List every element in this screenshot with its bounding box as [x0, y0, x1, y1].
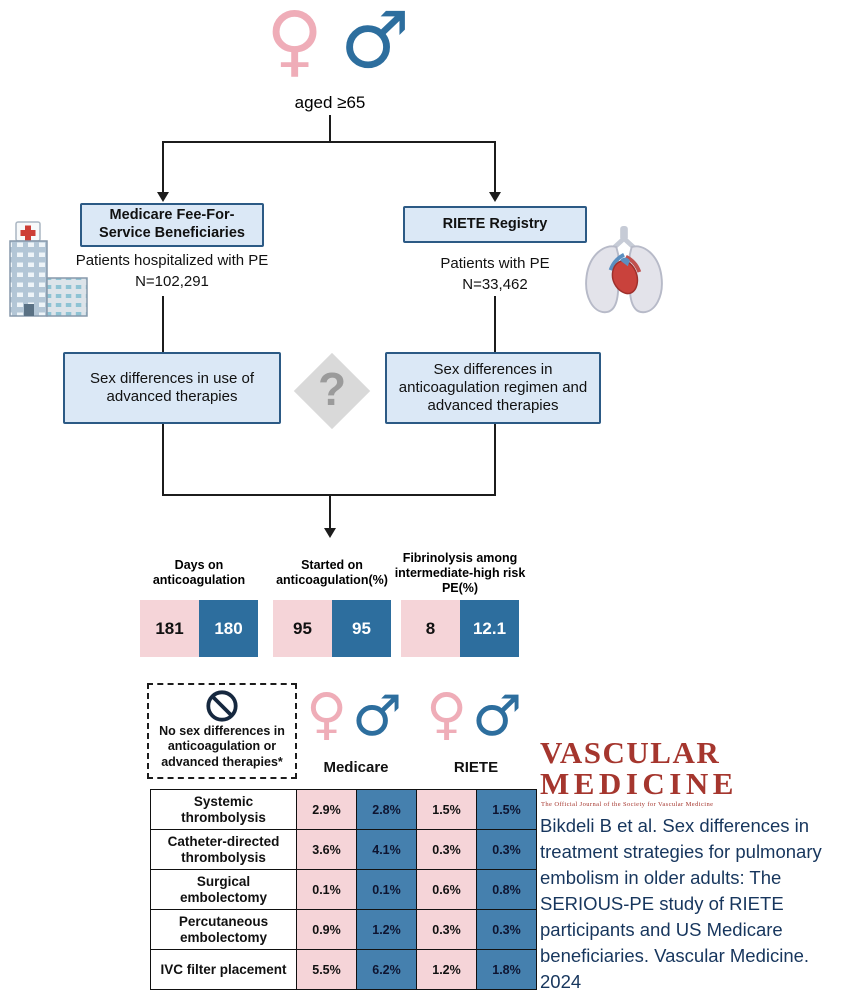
- citation-text: Bikdeli B et al. Sex differences in treatment strategies for pulmonary embolism in older adults: The SERIOUS-PE study of RIETE participants and US Medicare beneficiaries. Vascular Medicine. 2024: [540, 815, 822, 992]
- cell-riete-female: 0.6%: [417, 870, 477, 910]
- flow-connector: [329, 115, 331, 141]
- riete-cohort-box: [403, 206, 587, 243]
- riete-n-count: N=33,462: [462, 276, 528, 293]
- table-row: [151, 910, 537, 950]
- no-difference-note: No sex differences in anticoagulation or advanced therapies*: [159, 724, 285, 769]
- cell-medicare-female: 0.9%: [297, 910, 357, 950]
- cell-medicare-male: 1.2%: [357, 910, 417, 950]
- row-label: IVC filter placement: [151, 950, 297, 990]
- cell-riete-male: 1.8%: [477, 950, 537, 990]
- outcome-fibrinolysis-female: 8: [401, 600, 460, 657]
- cell-riete-female: 1.5%: [417, 790, 477, 830]
- medicare-n-count: N=102,291: [135, 273, 209, 290]
- male-icon: ♂: [472, 684, 523, 749]
- table-row: [151, 950, 537, 990]
- female-icon: ♀: [426, 682, 468, 747]
- cell-riete-male: 0.8%: [477, 870, 537, 910]
- group-label-riete: RIETE: [453, 759, 499, 776]
- medicare-caption: Patients hospitalized with PE: [75, 252, 269, 269]
- cell-riete-male: 0.3%: [477, 910, 537, 950]
- journal-logo-line1: VASCULAR: [540, 735, 721, 770]
- row-label: Catheter-directed thrombolysis: [151, 830, 297, 870]
- medicare-cohort-box: [80, 203, 264, 247]
- journal-tagline: The Official Journal of the Society for Vascular Medicine: [541, 801, 714, 808]
- cell-medicare-male: 2.8%: [357, 790, 417, 830]
- outcome-fibrinolysis-male: 12.1: [460, 600, 519, 657]
- flow-connector: [494, 141, 496, 192]
- cell-riete-female: 1.2%: [417, 950, 477, 990]
- cell-medicare-female: 2.9%: [297, 790, 357, 830]
- therapy-table: [150, 789, 537, 990]
- flow-connector: [162, 424, 164, 496]
- cell-riete-female: 0.3%: [417, 910, 477, 950]
- outcome-days-male: 180: [199, 600, 258, 657]
- group-label-medicare: Medicare: [323, 759, 389, 776]
- flow-connector: [494, 424, 496, 496]
- cell-medicare-female: 0.1%: [297, 870, 357, 910]
- cell-medicare-male: 4.1%: [357, 830, 417, 870]
- arrow-down-icon: [489, 192, 501, 202]
- cell-medicare-male: 0.1%: [357, 870, 417, 910]
- arrow-down-icon: [157, 192, 169, 202]
- riete-caption: Patients with PE: [440, 255, 550, 272]
- female-icon: ♀: [266, 0, 324, 86]
- age-label: aged ≥65: [294, 93, 366, 112]
- row-label: Percutaneous embolectomy: [151, 910, 297, 950]
- cell-medicare-female: 5.5%: [297, 950, 357, 990]
- arrow-down-icon: [324, 528, 336, 538]
- flow-connector: [162, 141, 164, 192]
- riete-cohort-label: RIETE Registry: [442, 215, 548, 232]
- no-difference-note-box: [147, 683, 297, 779]
- table-row: [151, 830, 537, 870]
- female-icon: ♀: [306, 682, 348, 747]
- table-row: [151, 870, 537, 910]
- outcome-header-fibrinolysis: Fibrinolysis among intermediate-high risk PE(%): [394, 551, 526, 595]
- lungs-icon: [576, 226, 672, 318]
- riete-focus-label: Sex differences in anticoagulation regimen and advanced therapies: [398, 360, 588, 415]
- cell-riete-male: 1.5%: [477, 790, 537, 830]
- cell-riete-female: 0.3%: [417, 830, 477, 870]
- row-label: Systemic thrombolysis: [151, 790, 297, 830]
- riete-focus-box: [385, 352, 601, 424]
- question-mark: ?: [317, 363, 347, 415]
- medicare-cohort-label: Medicare Fee-For-Service Beneficiaries: [99, 207, 245, 241]
- cell-medicare-female: 3.6%: [297, 830, 357, 870]
- flow-connector: [329, 496, 331, 529]
- male-icon: ♂: [352, 684, 403, 749]
- flow-connector: [162, 296, 164, 352]
- outcome-header-days: Days on anticoagulation: [152, 558, 246, 587]
- outcome-started-female: 95: [273, 600, 332, 657]
- medicare-focus-label: Sex differences in use of advanced therapies: [90, 369, 254, 405]
- row-label: Surgical embolectomy: [151, 870, 297, 910]
- outcome-started-male: 95: [332, 600, 391, 657]
- journal-logo-line2: MEDICINE: [540, 766, 738, 801]
- outcome-days-female: 181: [140, 600, 199, 657]
- male-icon: ♂: [340, 0, 410, 86]
- flow-connector: [494, 296, 496, 352]
- medicare-focus-box: [63, 352, 281, 424]
- prohibition-icon: [205, 689, 239, 723]
- hospital-icon: [4, 220, 92, 318]
- cell-riete-male: 0.3%: [477, 830, 537, 870]
- flow-connector: [162, 141, 496, 143]
- outcome-header-started: Started on anticoagulation(%): [276, 558, 388, 587]
- cell-medicare-male: 6.2%: [357, 950, 417, 990]
- table-row: [151, 790, 537, 830]
